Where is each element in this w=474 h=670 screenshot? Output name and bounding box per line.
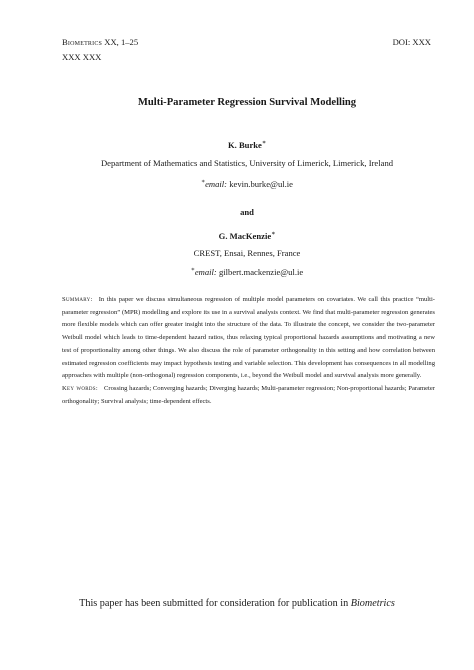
- journal-citation: [62, 35, 138, 50]
- author-name: K. Burke∗: [227, 139, 267, 150]
- author-separator: and: [240, 207, 254, 217]
- header-second-line: XXX XXX: [62, 51, 102, 62]
- author-affiliation: CREST, Ensai, Rennes, France: [193, 248, 301, 258]
- keywords-paragraph: [62, 383, 435, 408]
- summary-paragraph: [62, 294, 435, 383]
- keywords-text: Crossing hazards; Converging hazards; Diverging hazards; Multi-parameter regression; Non-proportional hazards; Parameter orthogonality; Survival analysis; time-dependent effects.: [62, 384, 436, 405]
- doi-label: DOI: XXX: [392, 37, 431, 47]
- keywords-label: Key words:: [62, 384, 99, 392]
- author-email: ∗email: gilbert.mackenzie@ul.ie: [190, 266, 304, 277]
- author-email: ∗email: kevin.burke@ul.ie: [201, 178, 293, 189]
- journal-name: Biometrics: [62, 37, 103, 47]
- paper-title: Multi-Parameter Regression Survival Modelling: [137, 97, 357, 108]
- author-affiliation: Department of Mathematics and Statistics, University of Limerick, Limerick, Ireland: [100, 158, 394, 168]
- running-header: [62, 35, 138, 64]
- author-mark: ∗: [261, 140, 267, 146]
- author-mark: ∗: [271, 231, 276, 237]
- summary-label: Summary:: [62, 296, 93, 303]
- abstract: [62, 294, 435, 408]
- author-name: G. MacKenzie∗: [218, 230, 276, 241]
- volume-pages: XX, 1–25: [104, 37, 139, 47]
- footer-journal: Biometrics: [350, 598, 395, 609]
- submission-note: This paper has been submitted for consideration for publication in Biometrics: [79, 598, 395, 609]
- summary-text: In this paper we discuss simultaneous regression of multiple model parameters on covariates. We call this practice “multi-parameter regression” (MPR) modelling and explore its use in a survival analysis context. We find that multi-parameter regression generates more flexible models which can offer greater insight into the structure of the data. To illustrate the concept, we consider the two-parameter Weibull model which leads to time-dependent hazard ratios, thus relaxing typical proportional hazards assumptions and motivating a new test of proportionality among other things. We also discuss the role of parameter orthogonality in this setting and how correlation between estimated regression coefficients may impact hypothesis testing and variable selection. This development has consequences in all modelling approaches with multiple (non-orthogonal) regression components, i.e., beyond the Weibull model and survival analysis more generally.: [62, 296, 435, 380]
